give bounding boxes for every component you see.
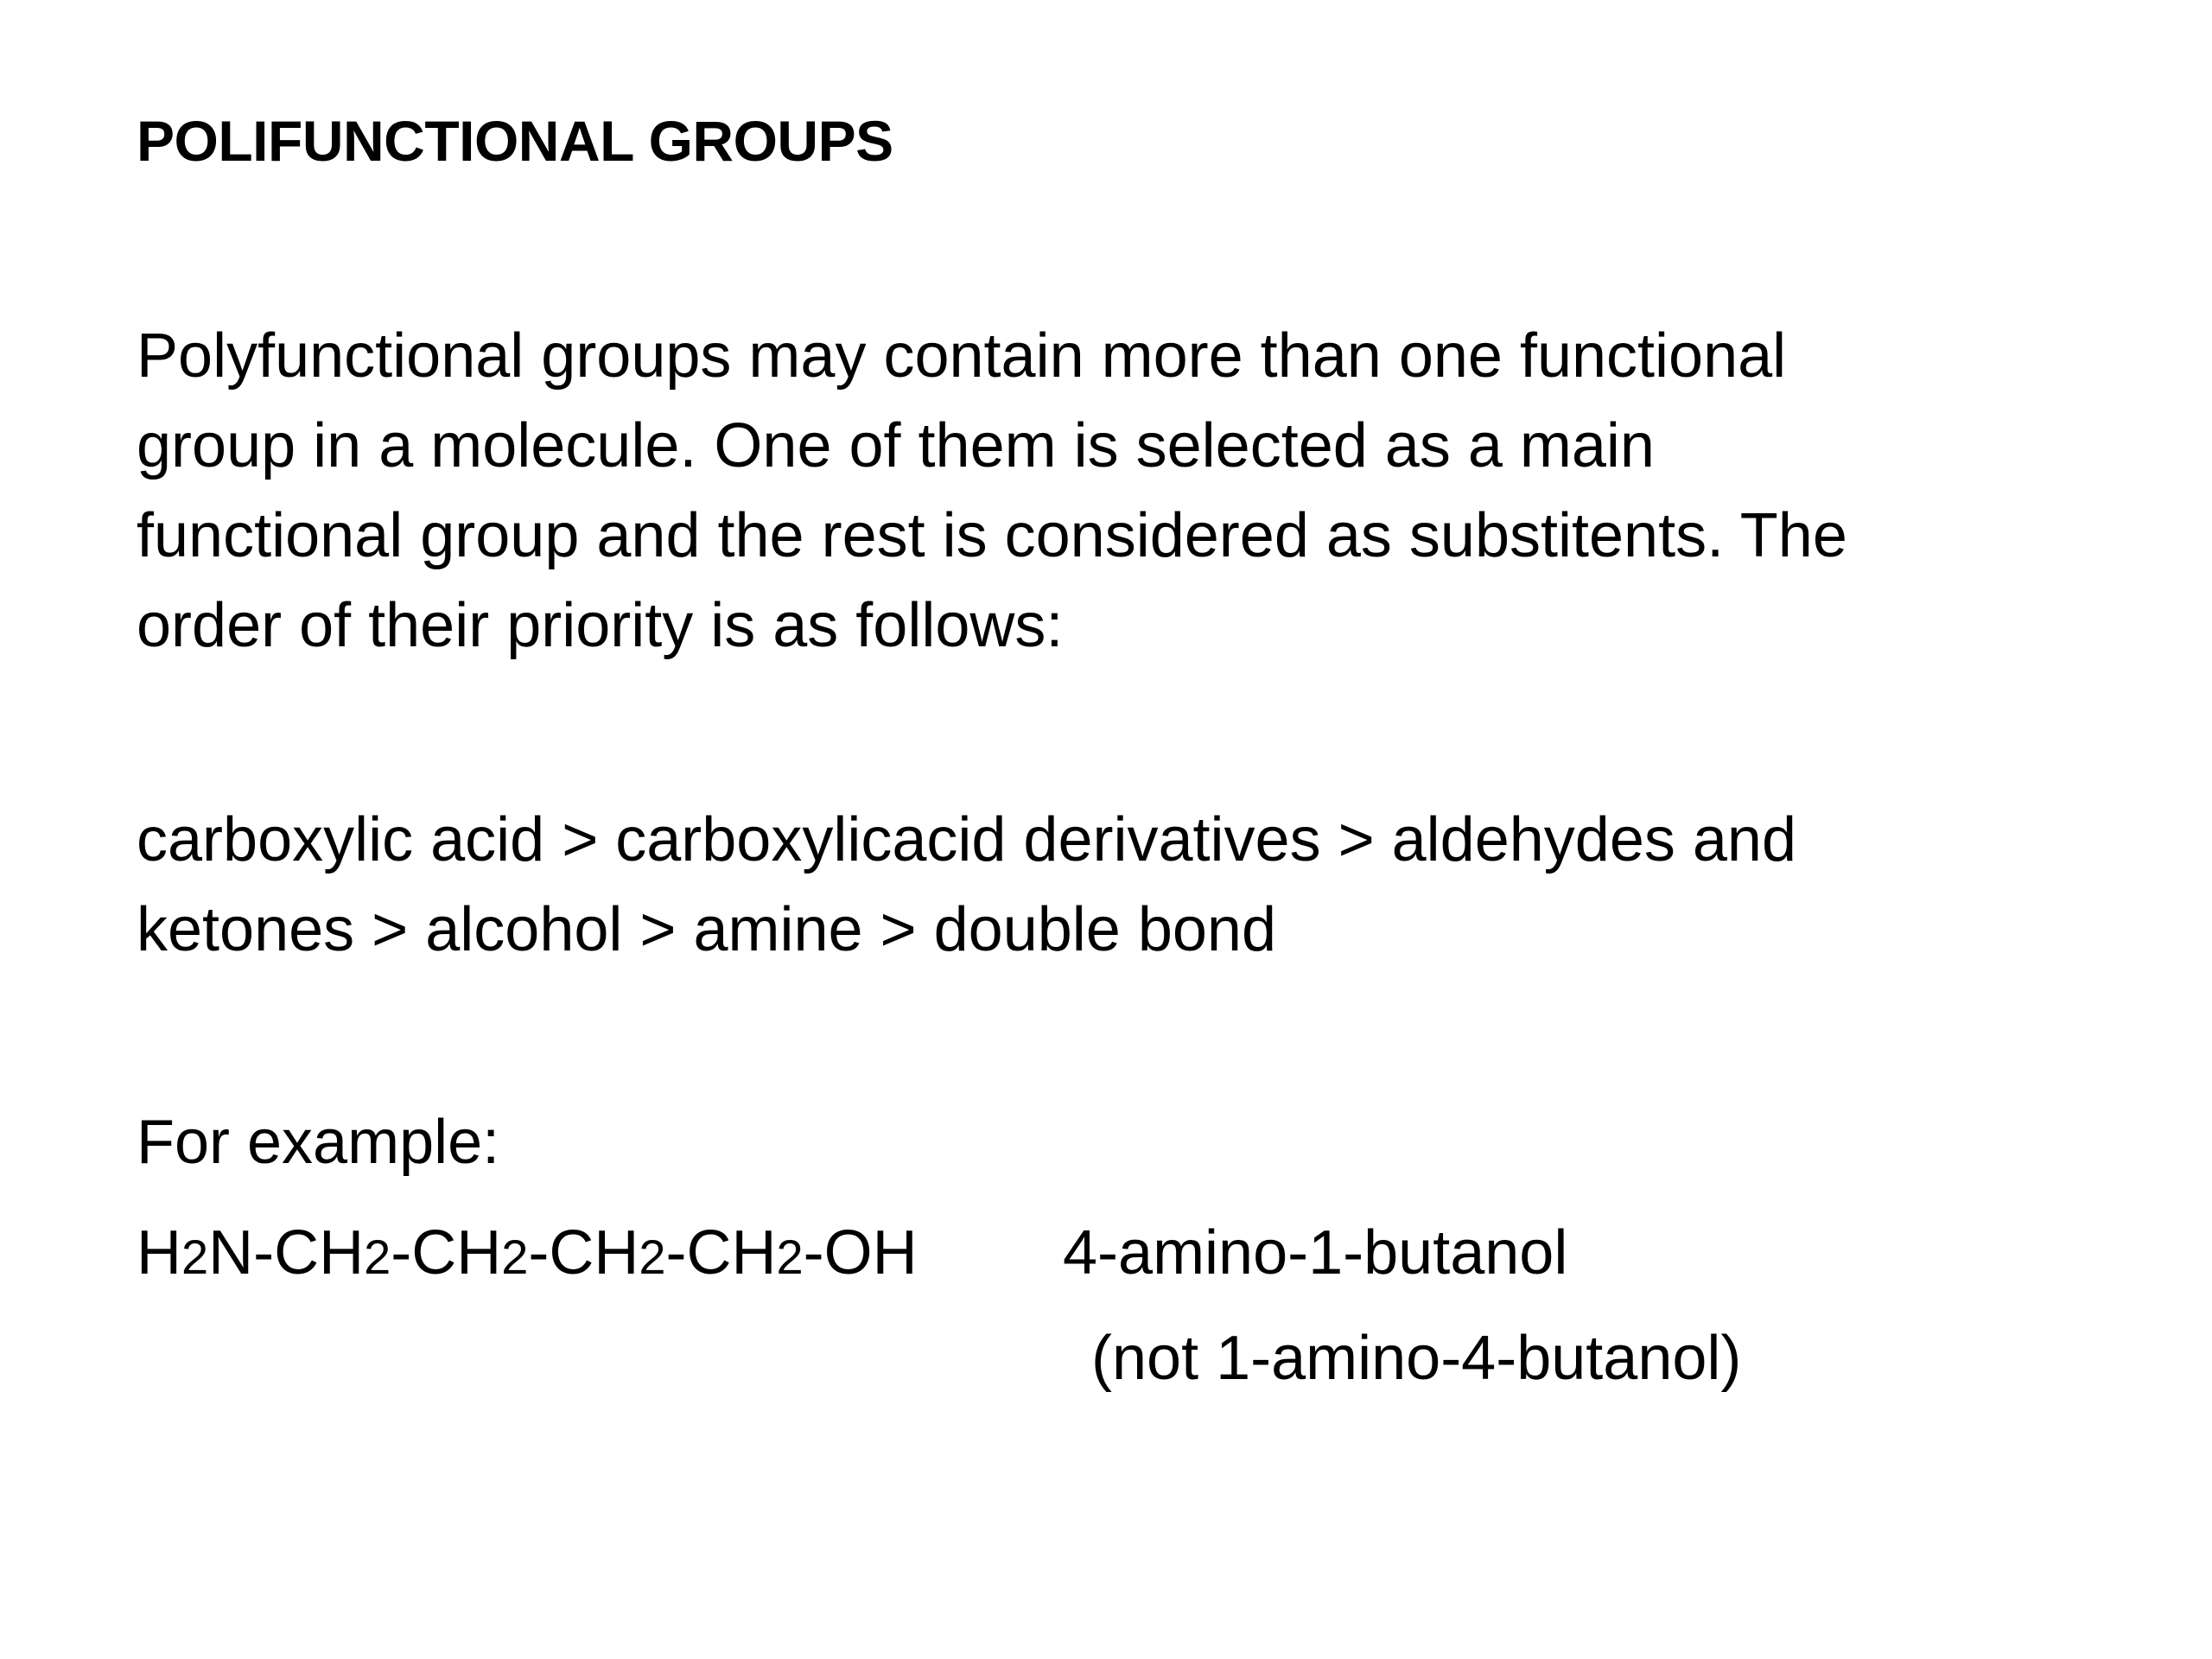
- intro-line: group in a molecule. One of them is selected as a main: [137, 411, 1655, 480]
- formula-subscript: 2: [501, 1230, 529, 1284]
- priority-line: ketones > alcohol > amine > double bond: [137, 895, 1276, 964]
- formula-subscript: 2: [181, 1230, 209, 1284]
- example-label: [137, 1097, 2089, 1187]
- formula-subscript: 2: [364, 1230, 391, 1284]
- formula-part: -CH: [528, 1218, 639, 1287]
- example-row: [137, 1208, 1567, 1302]
- formula-part: H: [137, 1218, 181, 1287]
- slide-title: POLIFUNCTIONAL GROUPS: [137, 109, 893, 173]
- formula-subscript: 2: [776, 1230, 804, 1284]
- formula-part: -OH: [803, 1218, 918, 1287]
- formula-subscript: 2: [639, 1230, 666, 1284]
- intro-line: order of their priority is as follows:: [137, 591, 1064, 660]
- priority-order: [137, 795, 2089, 975]
- example-label-text: For example:: [137, 1108, 500, 1177]
- intro-line: functional group and the rest is considered as substitents. The: [137, 501, 1847, 570]
- formula-part: -CH: [391, 1218, 502, 1287]
- chemical-formula: [137, 1208, 1063, 1302]
- formula-part: N-CH: [208, 1218, 365, 1287]
- intro-paragraph: [137, 311, 2089, 671]
- formula-part: -CH: [665, 1218, 777, 1287]
- compound-name: 4-amino-1-butanol: [1063, 1218, 1568, 1287]
- intro-line: Polyfunctional groups may contain more than one functional: [137, 321, 1787, 391]
- priority-line: carboxylic acid > carboxylicacid derivatives > aldehydes and: [137, 805, 1797, 874]
- incorrect-name-note: (not 1-amino-4-butanol): [1091, 1324, 1742, 1393]
